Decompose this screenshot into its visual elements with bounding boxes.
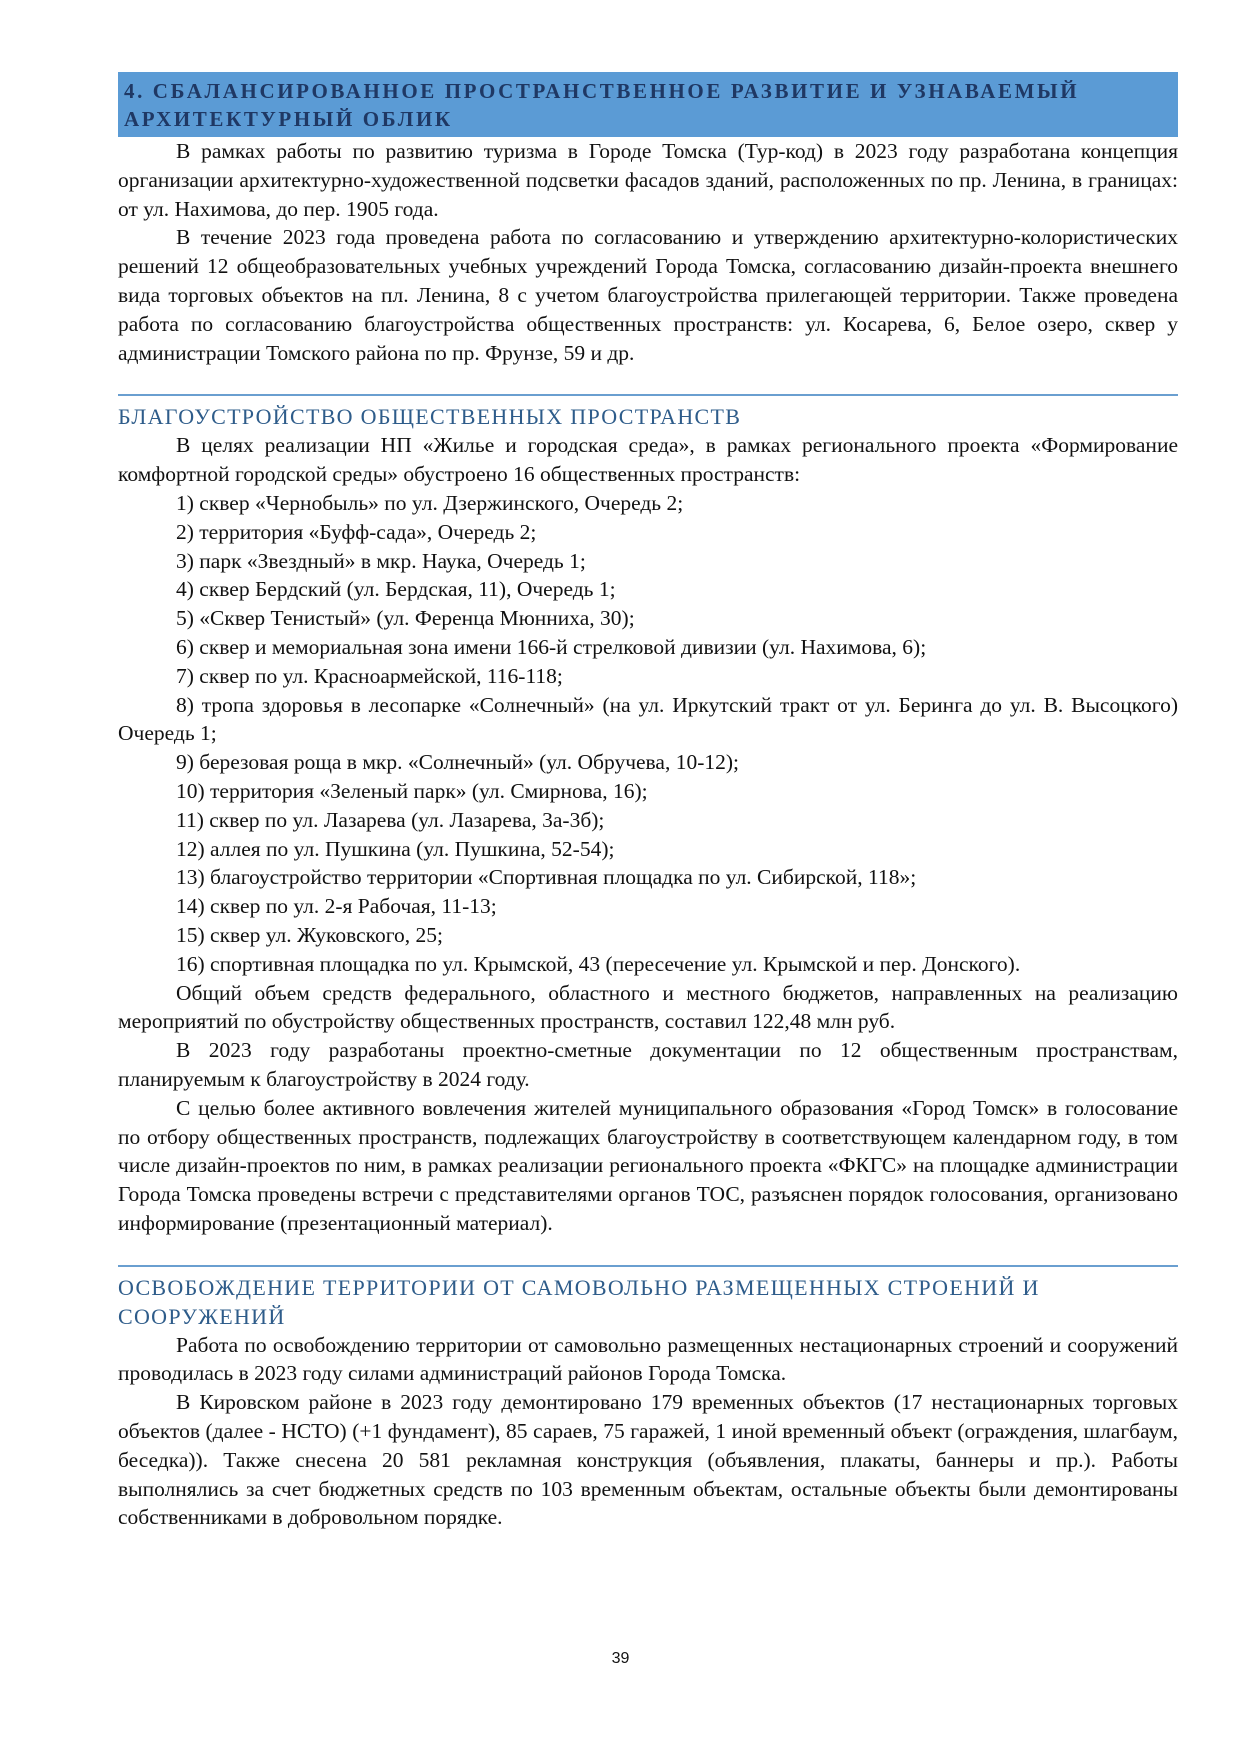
list-item: 1) сквер «Чернобыль» по ул. Дзержинского, Очередь 2; <box>176 490 684 515</box>
paragraph: В течение 2023 года проведена работа по согласованию и утверждению архитектурно-колористических решений 12 общеобразовательных учебных учреждений Города Томска, согласованию дизайн-проекта внешнего вида торговых объектов на пл. Ленина, 8 с учетом благоустройства прилегающей территории. Также проведена работа по согласованию благоустройства общественных пространств: ул. Косарева, 6, Белое озеро, сквер у администрации Томского района по пр. Фрунзе, 59 и др. <box>118 225 1178 365</box>
paragraph: В целях реализации НП «Жилье и городская среда», в рамках регионального проекта «Формирование комфортной городской среды» обустроено 16 общественных пространств: <box>118 433 1178 487</box>
paragraph: В 2023 году разработаны проектно-сметные документации по 12 общественным пространствам, планируемым к благоустройству в 2024 году. <box>118 1038 1178 1091</box>
page-number: 39 <box>611 1650 630 1667</box>
chapter-title: 4. СБАЛАНСИРОВАННОЕ ПРОСТРАНСТВЕННОЕ РАЗВИТИЕ И УЗНАВАЕМЫЙ АРХИТЕКТУРНЫЙ ОБЛИК <box>118 72 1178 137</box>
list-item: 15) сквер ул. Жуковского, 25; <box>176 922 443 947</box>
list-item: 16) спортивная площадка по ул. Крымской, 43 (пересечение ул. Крымской и пер. Донского). <box>176 951 1021 976</box>
document-page <box>118 72 1178 1532</box>
list-item: 7) сквер по ул. Красноармейской, 116-118; <box>176 663 563 688</box>
paragraph: В Кировском районе в 2023 году демонтировано 179 временных объектов (17 нестационарных торговых объектов (далее - НСТО) (+1 фундамент), 85 сараев, 75 гаражей, 1 иной временный объект (ограждения, шлагбаум, беседка)). Также снесена 20 581 рекламная конструкция (объявления, плакаты, баннеры и пр.). Работы выполнялись за счет бюджетных средств по 103 временным объектам, остальные объекты были демонтированы собственниками в добровольном порядке. <box>118 1390 1178 1530</box>
list-item: 14) сквер по ул. 2-я Рабочая, 11-13; <box>176 894 497 919</box>
paragraph: В рамках работы по развитию туризма в Городе Томска (Тур-код) в 2023 году разработана концепция организации архитектурно-художественной подсветки фасадов зданий, расположенных по пр. Ленина, в границах: от ул. Нахимова, до пер. 1905 года. <box>118 139 1178 221</box>
list-item: 4) сквер Бердский (ул. Бердская, 11), Очередь 1; <box>176 577 616 602</box>
list-item: 11) сквер по ул. Лазарева (ул. Лазарева, 3а-3б); <box>176 807 605 832</box>
paragraph: Общий объем средств федерального, областного и местного бюджетов, направленных на реализацию мероприятий по обустройству общественных пространств, составил 122,48 млн руб. <box>118 980 1178 1034</box>
section-title-clearing: ОСВОБОЖДЕНИЕ ТЕРРИТОРИИ ОТ САМОВОЛЬНО РАЗМЕЩЕННЫХ СТРОЕНИЙ И СООРУЖЕНИЙ <box>118 1265 1178 1331</box>
list-item: 12) аллея по ул. Пушкина (ул. Пушкина, 52-54); <box>176 836 615 861</box>
list-item: 5) «Сквер Тенистый» (ул. Ференца Мюнниха, 30); <box>176 606 635 631</box>
list-item: 2) территория «Буфф-сада», Очередь 2; <box>176 519 537 544</box>
paragraph: Работа по освобождению территории от самовольно размещенных нестационарных строений и сооружений проводилась в 2023 году силами администраций районов Города Томска. <box>118 1332 1178 1386</box>
list-item: 10) территория «Зеленый парк» (ул. Смирнова, 16); <box>176 778 648 803</box>
list-item: 9) березовая роща в мкр. «Солнечный» (ул. Обручева, 10-12); <box>176 750 740 775</box>
section-title-public-spaces: БЛАГОУСТРОЙСТВО ОБЩЕСТВЕННЫХ ПРОСТРАНСТВ <box>118 394 1178 431</box>
paragraph: С целью более активного вовлечения жителей муниципального образования «Город Томск» в голосование по отбору общественных пространств, подлежащих благоустройству в соответствующем календарном году, в том числе дизайн-проектов по ним, в рамках реализации регионального проекта «ФКГС» на площадке администрации Города Томска проведены встречи с представителями органов ТОС, разъяснен порядок голосования, организовано информирование (презентационный материал). <box>118 1095 1178 1235</box>
list-item: 8) тропа здоровья в лесопарке «Солнечный» (на ул. Иркутский тракт от ул. Беринга до ул. В. Высоцкого) Очередь 1; <box>118 692 1178 746</box>
public-spaces-list <box>118 489 1178 979</box>
list-item: 3) парк «Звездный» в мкр. Наука, Очередь 1; <box>176 548 586 573</box>
list-item: 6) сквер и мемориальная зона имени 166-й стрелковой дивизии (ул. Нахимова, 6); <box>176 634 927 659</box>
list-item: 13) благоустройство территории «Спортивная площадка по ул. Сибирской, 118»; <box>176 865 917 890</box>
